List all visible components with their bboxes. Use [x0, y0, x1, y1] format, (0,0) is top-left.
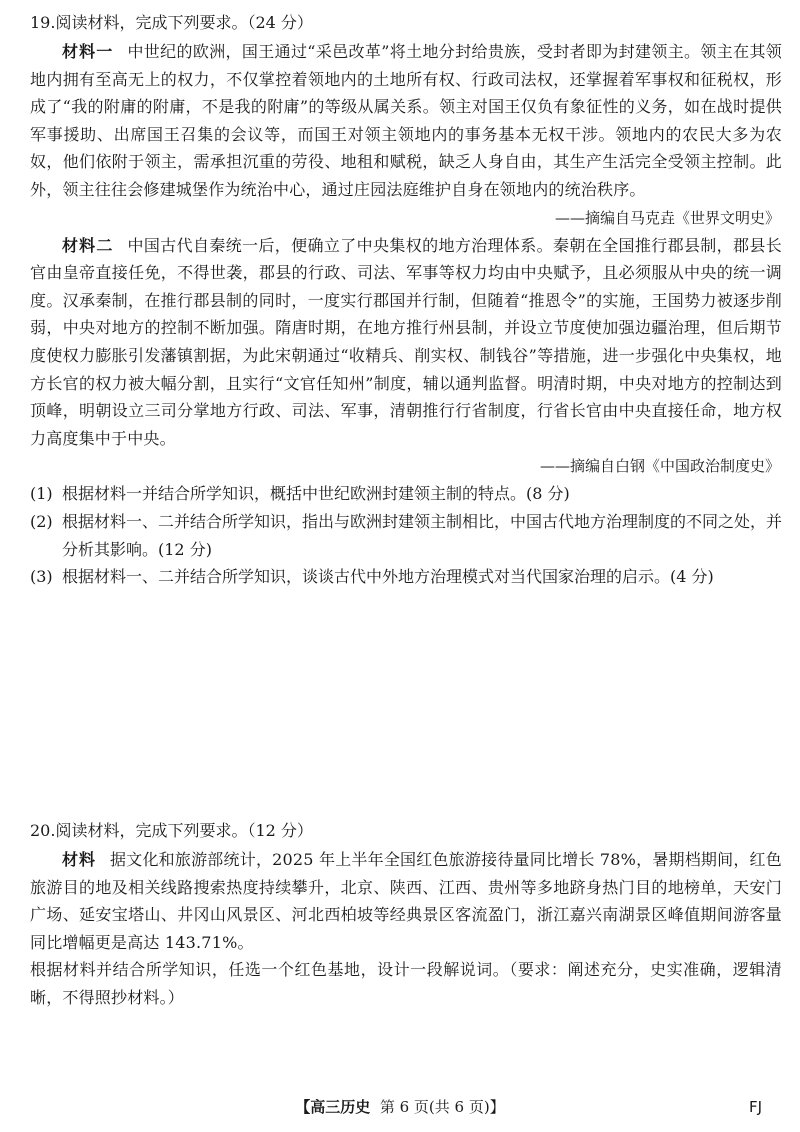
material-2-label: 材料二 [62, 235, 114, 255]
sub-question-2 [30, 508, 782, 563]
sub-question-1 [30, 480, 782, 508]
footer-subject: 【高三历史 [295, 1098, 371, 1116]
material-1-text: 中世纪的欧洲，国王通过“采邑改革”将土地分封给贵族，受封者即为封建领主。领主在其领地内拥有至高无上的权力，不仅掌控着领地内的土地所有权、行政司法权，还掌握着军事权和征税权，形成了“我的附庸的附庸，不是我的附庸”的等级从属关系。领主对国王仅负有象征性的义务，如在战时提供军事援助、出席国王召集的会议等，而国王对领主领地内的事务基本无权干涉。领地内的农民大多为农奴，他们依附于领主，需承担沉重的劳役、地租和赋税，缺乏人身自由，其生产生活完全受领主控制。此外，领主往往会修建城堡作为统治中心，通过庄园法庭维护自身在领地内的统治秩序。 [30, 42, 782, 199]
question-19 [30, 10, 782, 591]
sub-question-1-text: 根据材料一并结合所学知识，概括中世纪欧洲封建领主制的特点。(8 分) [62, 484, 570, 504]
material-1-source: ——摘编自马克垚《世界文明史》 [554, 208, 780, 227]
question-19-title: 19.阅读材料，完成下列要求。（24 分） [30, 13, 313, 32]
footer-code: FJ [748, 1098, 762, 1116]
material-2 [30, 232, 782, 453]
question-20-task: 根据材料并结合所学知识，任选一个红色基地，设计一段解说词。（要求：阐述充分，史实准确，逻辑清晰，不得照抄材料。） [30, 960, 782, 1007]
material-2-text: 中国古代自秦统一后，便确立了中央集权的地方治理体系。秦朝在全国推行郡县制，郡县长官由皇帝直接任免，不得世袭，郡县的行政、司法、军事等权力均由中央赋予，且必须服从中央的统一调度。汉承秦制，在推行郡县制的同时，一度实行郡国并行制，但随着“推恩令”的实施，王国势力被逐步削弱，中央对地方的控制不断加强。隋唐时期，在地方推行州县制，并设立节度使加强边疆治理，但后期节度使权力膨胀引发藩镇割据，为此宋朝通过“收精兵、削实权、制钱谷”等措施，进一步强化中央集权，地方长官的权力被大幅分割，且实行“文官任知州”制度，辅以通判监督。明清时期，中央对地方的控制达到顶峰，明朝设立三司分掌地方行政、司法、军事，清朝推行行省制度，行省长官由中央直接任命，地方权力高度集中于中央。 [30, 235, 782, 448]
material-2-source: ——摘编自白钢《中国政治制度史》 [539, 457, 780, 476]
sub-question-2-number: (2) [30, 511, 53, 531]
material-label: 材料 [62, 850, 97, 869]
footer-page-number: 第 6 页(共 6 页)】 [379, 1098, 505, 1116]
sub-question-3-number: (3) [30, 567, 53, 587]
question-20 [30, 818, 782, 1012]
sub-question-2-text: 根据材料一、二并结合所学知识，指出与欧洲封建领主制相比，中国古代地方治理制度的不同之处，并分析其影响。(12 分) [62, 511, 783, 559]
page-footer [0, 1095, 800, 1119]
material-text: 据文化和旅游部统计，2025 年上半年全国红色旅游接待量同比增长 78%，暑期档期间，红色旅游目的地及相关线路搜索热度持续攀升，北京、陕西、江西、贵州等多地跻身热门目的地榜单，天安门广场、延安宝塔山、井冈山风景区、河北西柏坡等经典景区客流盈门，浙江嘉兴南湖景区峰值期间游客量同比增幅更是高达 143.71%。 [30, 850, 782, 952]
sub-question-3 [30, 563, 782, 591]
sub-question-1-number: (1) [30, 484, 53, 504]
material-1 [30, 38, 782, 204]
footer-center [0, 1095, 800, 1119]
sub-question-3-text: 根据材料一、二并结合所学知识，谈谈古代中外地方治理模式对当代国家治理的启示。(4 分) [62, 567, 714, 587]
material [30, 846, 782, 956]
material-1-label: 材料一 [62, 42, 114, 61]
question-20-title: 20.阅读材料，完成下列要求。（12 分） [30, 821, 313, 840]
